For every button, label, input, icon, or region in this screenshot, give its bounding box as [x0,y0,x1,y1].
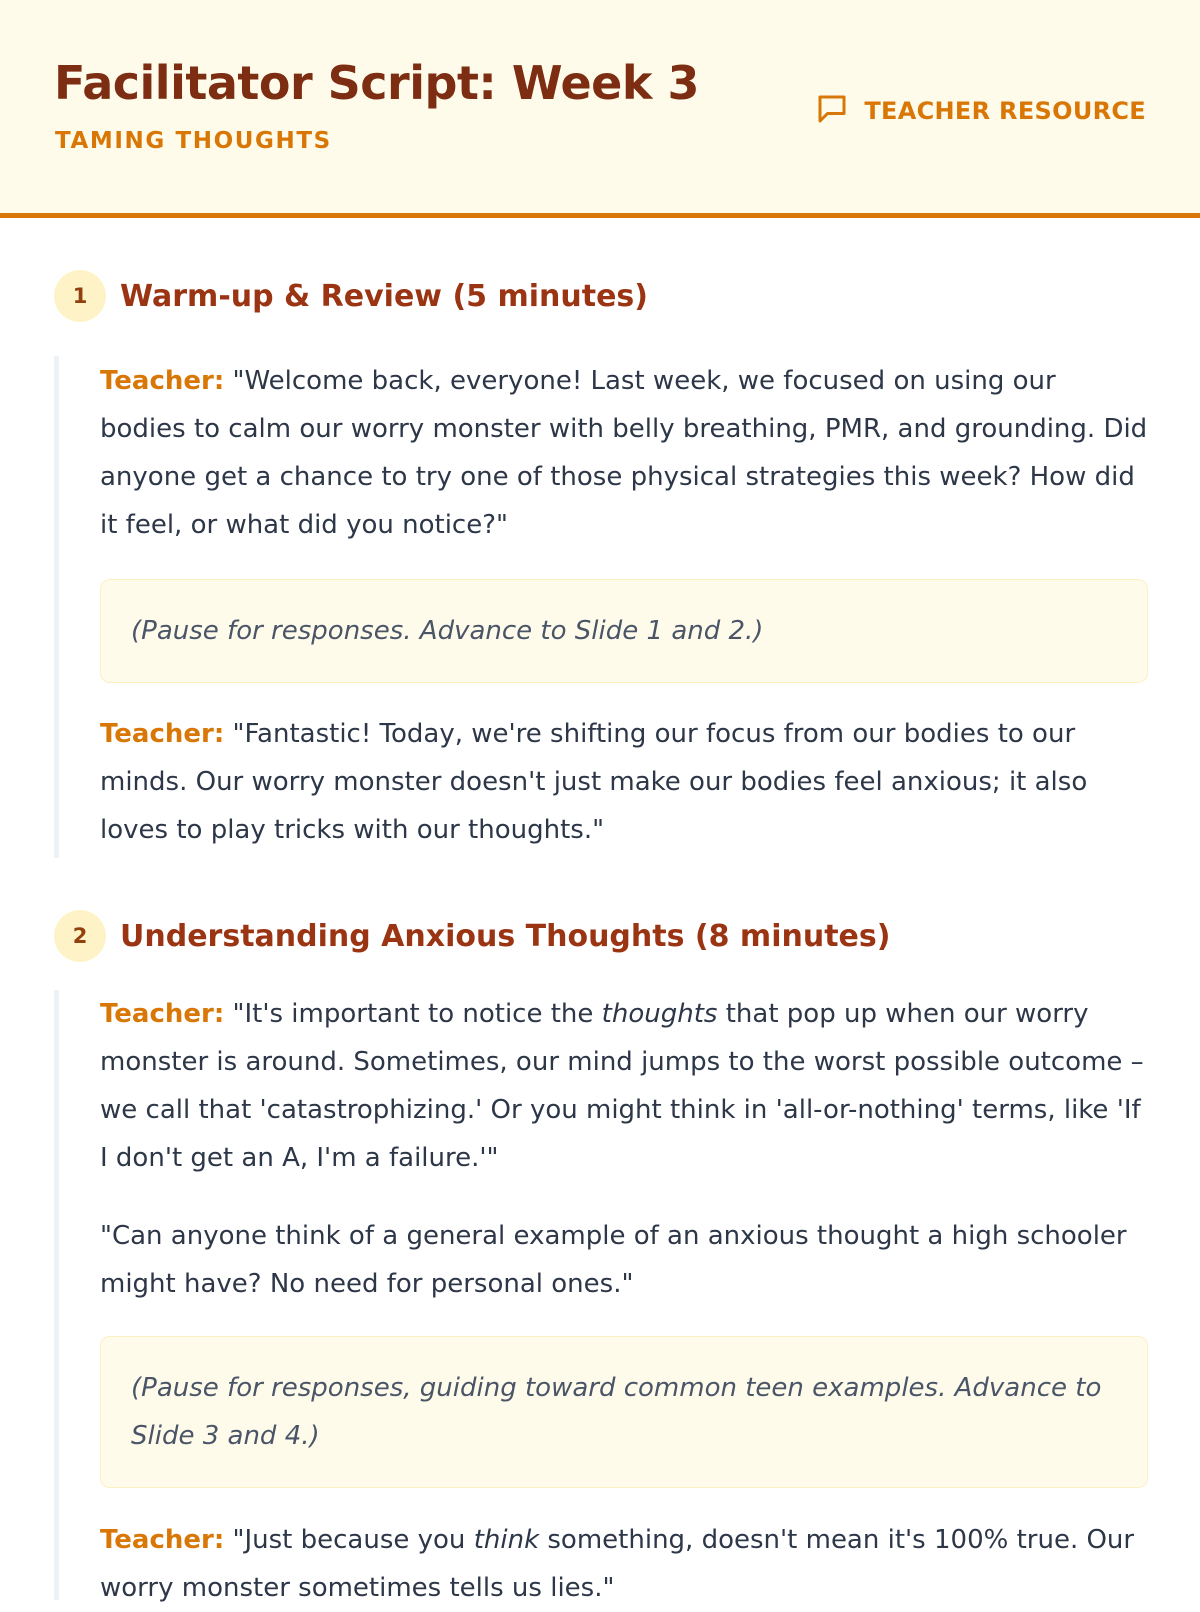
speaker-label: Teacher: [100,1525,225,1555]
section-heading-anxious-thoughts [54,910,890,962]
emphasized-word: thoughts [601,999,718,1029]
teacher-line-text: "Welcome back, everyone! Last week, we focused on using our bodies to calm our worry monster with belly breathing, PMR, and grounding. Did anyone get a chance to try one of those physical strategies this week? How did it feel, or what did you notice?" [100,366,1148,540]
page-header [0,0,1200,218]
speech-bubble-icon [814,91,850,131]
speaker-label: Teacher: [100,719,225,749]
page-title: Facilitator Script: Week 3 [54,56,699,110]
section-title: Warm-up & Review (5 minutes) [120,278,648,314]
section-number-badge: 1 [54,270,106,322]
section-rule [54,990,59,1600]
teacher-line-text: "Just because you [232,1525,466,1555]
teacher-line [100,990,1148,1182]
emphasized-word: think [473,1525,540,1555]
teacher-line-text: something, doesn't mean it's 100% true. Our worry monster sometimes tells us lies." [100,1525,1135,1603]
section-rule [54,356,59,858]
teacher-resource-tag [814,91,1146,131]
teacher-line [100,357,1148,549]
facilitator-note: (Pause for responses. Advance to Slide 1 and 2.) [100,579,1148,683]
teacher-question: "Can anyone think of a general example of an anxious thought a high schooler might have? No need for personal ones." [100,1221,1127,1299]
page-subtitle: TAMING THOUGHTS [55,128,332,154]
teacher-line-text: "Fantastic! Today, we're shifting our focus from our bodies to our minds. Our worry monster doesn't just make our bodies feel anxious; it also loves to play tricks with our thoughts." [100,719,1088,845]
teacher-resource-label: TEACHER RESOURCE [864,97,1146,125]
facilitator-note: (Pause for responses, guiding toward common teen examples. Advance to Slide 3 and 4.) [100,1336,1148,1488]
section-heading-warm-up [54,270,648,322]
speaker-label: Teacher: [100,366,225,396]
teacher-line-text: "It's important to notice the [232,999,594,1029]
teacher-line-text: that pop up when our worry monster is around. Sometimes, our mind jumps to the worst possible outcome – we call that 'catastrophizing.' Or you might think in 'all-or-nothing' terms, like 'If I don't get an A, I'm a failure.'" [100,999,1144,1173]
section-number-badge: 2 [54,910,106,962]
speaker-label: Teacher: [100,999,225,1029]
teacher-line [100,1516,1148,1612]
teacher-line [100,710,1148,854]
section-title: Understanding Anxious Thoughts (8 minutes) [120,918,891,954]
